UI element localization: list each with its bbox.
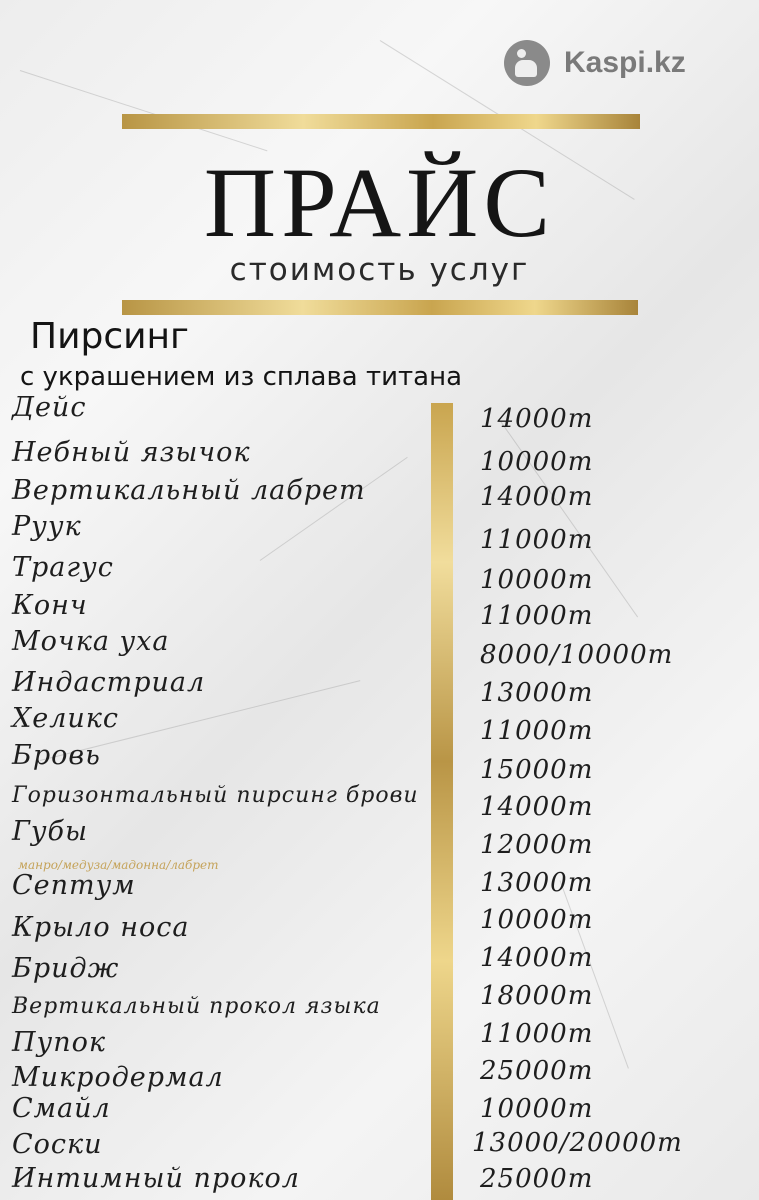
service-price: 11000т <box>480 1019 594 1049</box>
service-name: Трагус <box>12 552 114 583</box>
service-name: Индастриал <box>12 667 206 698</box>
service-name: Хеликс <box>12 703 120 734</box>
service-price: 14000т <box>480 943 594 973</box>
kaspi-brand-text: Kaspi.kz <box>564 46 686 79</box>
lip-piercing-note: манро/медуза/мадонна/лабрет <box>18 858 219 872</box>
service-price: 14000т <box>480 482 594 512</box>
service-price: 10000т <box>480 1094 594 1124</box>
service-price: 8000/10000т <box>480 640 674 670</box>
service-name: Руук <box>12 511 82 542</box>
service-price: 15000т <box>480 755 594 785</box>
service-price: 12000т <box>480 830 594 860</box>
service-price: 18000т <box>480 981 594 1011</box>
service-name: Смайл <box>12 1093 111 1124</box>
service-price: 10000т <box>480 447 594 477</box>
service-price: 13000/20000т <box>472 1128 683 1158</box>
gold-bar-top <box>122 114 640 129</box>
page-subtitle: стоимость услуг <box>229 252 530 288</box>
service-price: 11000т <box>480 601 594 631</box>
service-name: Мочка уха <box>12 626 170 657</box>
marble-vein <box>20 70 268 151</box>
service-name: Бридж <box>12 953 120 984</box>
service-name: Крыло носа <box>12 912 190 943</box>
service-price: 13000т <box>480 678 594 708</box>
service-name: Конч <box>12 590 88 621</box>
gold-bar-vertical <box>431 403 453 1200</box>
service-price: 10000т <box>480 565 594 595</box>
marble-vein <box>260 457 408 561</box>
service-name: Соски <box>12 1129 103 1160</box>
service-price: 25000т <box>480 1056 594 1086</box>
service-name: Септум <box>12 870 136 901</box>
kaspi-watermark <box>504 38 686 88</box>
service-name: Пупок <box>12 1027 106 1058</box>
section-subtitle: с украшением из сплава титана <box>20 362 463 392</box>
gold-bar-divider <box>122 300 638 315</box>
service-price: 10000т <box>480 905 594 935</box>
service-name: Горизонтальный пирсинг брови <box>12 783 419 808</box>
service-price: 25000т <box>480 1164 594 1194</box>
service-name: Интимный прокол <box>12 1163 300 1194</box>
service-name: Микродермал <box>12 1062 224 1093</box>
kaspi-logo-icon <box>504 40 550 86</box>
service-name: Дейс <box>12 392 87 423</box>
service-price: 11000т <box>480 716 594 746</box>
service-name: Вертикальный прокол языка <box>12 994 381 1019</box>
service-price: 11000т <box>480 525 594 555</box>
service-price: 13000т <box>480 868 594 898</box>
service-name: Небный язычок <box>12 437 251 468</box>
service-price: 14000т <box>480 792 594 822</box>
service-name: Губы <box>12 816 89 847</box>
service-price: 14000т <box>480 404 594 434</box>
page-title: ПРАЙС <box>203 147 556 258</box>
service-name: Вертикальный лабрет <box>12 475 366 506</box>
service-name: Бровь <box>12 740 101 771</box>
section-title: Пирсинг <box>30 316 189 357</box>
